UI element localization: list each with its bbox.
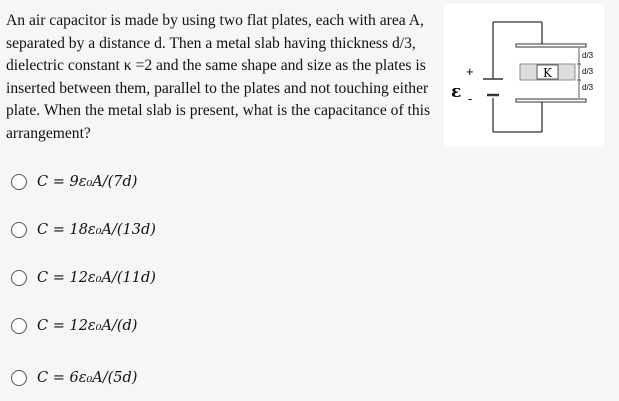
- emf-symbol: ε: [451, 82, 462, 102]
- option-5[interactable]: [11, 366, 137, 390]
- slab-label: K: [543, 66, 552, 80]
- option-4[interactable]: [11, 314, 137, 338]
- capacitor-circuit-diagram: [444, 4, 604, 147]
- plus-sign: +: [466, 64, 474, 79]
- radio-button[interactable]: [11, 318, 27, 334]
- gap-top-label: d/3: [582, 51, 594, 60]
- radio-button[interactable]: [11, 370, 27, 386]
- option-label: C = 6ε₀A/(5d): [37, 370, 138, 386]
- gap-bottom-label: d/3: [582, 83, 594, 92]
- option-label: C = 12ε₀A/(11d): [37, 270, 156, 286]
- option-1[interactable]: [11, 170, 137, 194]
- top-plate: [516, 44, 586, 47]
- option-label: C = 12ε₀A/(d): [37, 318, 138, 334]
- question-text: An air capacitor is made by using two flat plates, each with area A, separated by a distance d. Then a metal slab having thickness d/3, dielectric constant κ =2 and the same shape and size as the plates is inserted between them, parallel to the plates and not touching either plate. When the metal slab is present, what is the capacitance of this arrangement?: [6, 12, 431, 142]
- option-2[interactable]: [11, 218, 156, 242]
- option-label: C = 9ε₀A/(7d): [37, 174, 138, 190]
- radio-button[interactable]: [11, 222, 27, 238]
- option-3[interactable]: [11, 266, 156, 290]
- gap-middle-label: d/3: [582, 67, 594, 76]
- radio-button[interactable]: [11, 174, 27, 190]
- bottom-plate: [516, 99, 586, 102]
- radio-button[interactable]: [11, 270, 27, 286]
- option-label: C = 18ε₀A/(13d): [37, 222, 156, 238]
- minus-sign: -: [468, 91, 473, 106]
